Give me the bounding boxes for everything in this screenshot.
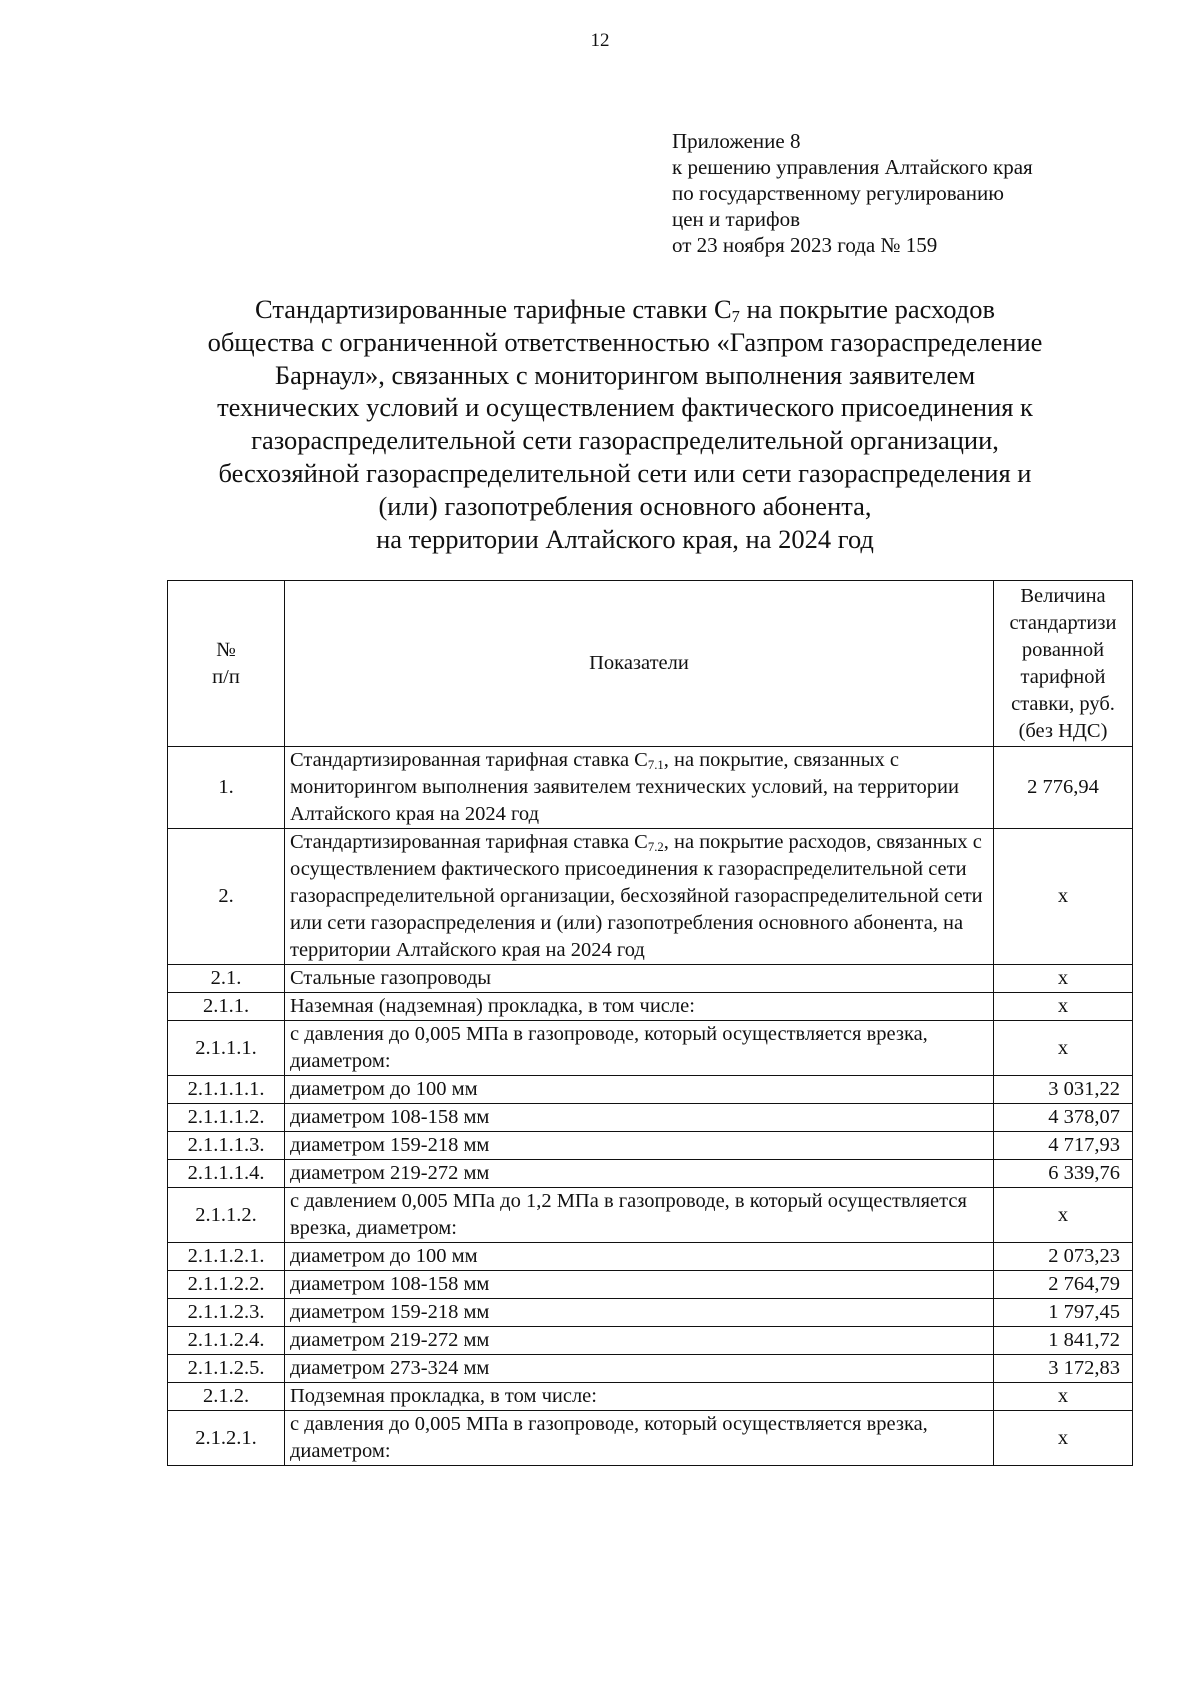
title-line: Стандартизированные тарифные ставки $С_7$ на покрытие расходов <box>255 294 995 327</box>
appendix-line: от 23 ноября 2023 года № 159 <box>672 233 938 257</box>
row-number: 2.1.1.2.3. <box>168 1299 285 1327</box>
table-row <box>168 1132 1133 1160</box>
row-value: х <box>994 965 1133 993</box>
row-indicator: Стандартизированная тарифная ставка $С_{7.1}$, на покрытие, связанных с мониторингом выполнения заявителем технических условий, на территории Алтайского края на 2024 год <box>285 747 994 829</box>
row-number: 2.1.2.1. <box>168 1411 285 1466</box>
table-row <box>168 1383 1133 1411</box>
appendix-line: по государственному регулированию <box>672 181 1004 205</box>
table-row <box>168 1355 1133 1383</box>
row-value: х <box>994 829 1133 965</box>
table-row <box>168 747 1133 829</box>
row-value: 4 717,93 <box>994 1132 1133 1160</box>
table-row <box>168 1188 1133 1243</box>
row-indicator: с давления до 0,005 МПа в газопроводе, который осуществляется врезка, диаметром: <box>285 1411 994 1466</box>
header-indicator: Показатели <box>285 581 994 747</box>
row-indicator: диаметром 159-218 мм <box>285 1132 994 1160</box>
row-number: 2.1.1.2.1. <box>168 1243 285 1271</box>
row-value: 1 797,45 <box>994 1299 1133 1327</box>
row-number: 2.1.1.2. <box>168 1188 285 1243</box>
row-value: 4 378,07 <box>994 1104 1133 1132</box>
header-num: № п/п <box>168 581 285 747</box>
row-number: 2.1.1. <box>168 993 285 1021</box>
row-value: х <box>994 1383 1133 1411</box>
row-number: 2.1.1.2.4. <box>168 1327 285 1355</box>
header-value: Величина стандартизи рованной тарифной ставки, руб. (без НДС) <box>994 581 1133 747</box>
row-indicator: Стальные газопроводы <box>285 965 994 993</box>
title-line: (или) газопотребления основного абонента, <box>378 490 872 521</box>
row-number: 2.1.2. <box>168 1383 285 1411</box>
row-number: 2.1.1.1. <box>168 1021 285 1076</box>
row-value: 3 031,22 <box>994 1076 1133 1104</box>
row-number: 2. <box>168 829 285 965</box>
title-line: общества с ограниченной ответственностью «Газпром газораспределение <box>207 326 1043 357</box>
row-number: 1. <box>168 747 285 829</box>
row-value: 2 073,23 <box>994 1243 1133 1271</box>
row-indicator: Подземная прокладка, в том числе: <box>285 1383 994 1411</box>
row-value: 2 776,94 <box>994 747 1133 829</box>
row-value: 3 172,83 <box>994 1355 1133 1383</box>
title-line: технических условий и осуществлением фактического присоединения к <box>217 392 1033 423</box>
table-row <box>168 1411 1133 1466</box>
row-indicator: с давления до 0,005 МПа в газопроводе, который осуществляется врезка, диаметром: <box>285 1021 994 1076</box>
row-value: 2 764,79 <box>994 1271 1133 1299</box>
table-row <box>168 1243 1133 1271</box>
row-number: 2.1. <box>168 965 285 993</box>
table-row <box>168 965 1133 993</box>
table-row <box>168 1299 1133 1327</box>
table-row <box>168 1327 1133 1355</box>
row-indicator: диаметром 108-158 мм <box>285 1104 994 1132</box>
tariff-table <box>167 580 1133 1466</box>
title-line: бесхозяйной газораспределительной сети или сети газораспределения и <box>218 457 1032 488</box>
table-row <box>168 1021 1133 1076</box>
page-number: 12 <box>590 30 610 51</box>
row-value: х <box>994 1021 1133 1076</box>
row-value: 1 841,72 <box>994 1327 1133 1355</box>
table-row <box>168 829 1133 965</box>
appendix-line: цен и тарифов <box>672 207 801 231</box>
row-number: 2.1.1.1.2. <box>168 1104 285 1132</box>
row-indicator: диаметром 273-324 мм <box>285 1355 994 1383</box>
row-indicator: диаметром 159-218 мм <box>285 1299 994 1327</box>
row-indicator: диаметром 219-272 мм <box>285 1160 994 1188</box>
table-header-row <box>168 581 1133 747</box>
appendix-block <box>672 128 1132 258</box>
row-number: 2.1.1.2.2. <box>168 1271 285 1299</box>
row-indicator: диаметром до 100 мм <box>285 1243 994 1271</box>
table-row <box>168 1271 1133 1299</box>
row-indicator: диаметром до 100 мм <box>285 1076 994 1104</box>
row-number: 2.1.1.1.3. <box>168 1132 285 1160</box>
row-value: 6 339,76 <box>994 1160 1133 1188</box>
table-row <box>168 1160 1133 1188</box>
row-value: х <box>994 1188 1133 1243</box>
table-row <box>168 1076 1133 1104</box>
row-indicator: диаметром 219-272 мм <box>285 1327 994 1355</box>
row-value: х <box>994 993 1133 1021</box>
row-number: 2.1.1.2.5. <box>168 1355 285 1383</box>
row-indicator: с давлением 0,005 МПа до 1,2 МПа в газопроводе, в который осуществляется врезка, диаметром: <box>285 1188 994 1243</box>
row-value: х <box>994 1411 1133 1466</box>
title-line: Барнаул», связанных с мониторингом выполнения заявителем <box>274 359 976 390</box>
row-indicator: диаметром 108-158 мм <box>285 1271 994 1299</box>
appendix-line: к решению управления Алтайского края <box>672 155 1033 179</box>
row-number: 2.1.1.1.1. <box>168 1076 285 1104</box>
table-row <box>168 1104 1133 1132</box>
row-number: 2.1.1.1.4. <box>168 1160 285 1188</box>
title-line: на территории Алтайского края, на 2024 год <box>376 523 874 554</box>
title-line: газораспределительной сети газораспределительной организации, <box>251 425 999 456</box>
row-indicator: Стандартизированная тарифная ставка $С_{7.2}$, на покрытие расходов, связанных с осуществлением фактического присоединения к газораспределительной сети газораспределительной организации, бесхозяйной газораспределительной сети или сети газораспределения и (или) газопотребления основного абонента, на территории Алтайского края на 2024 год <box>285 829 994 965</box>
document-title <box>150 293 1100 555</box>
row-indicator: Наземная (надземная) прокладка, в том числе: <box>285 993 994 1021</box>
table-row <box>168 993 1133 1021</box>
appendix-line: Приложение 8 <box>672 129 801 153</box>
